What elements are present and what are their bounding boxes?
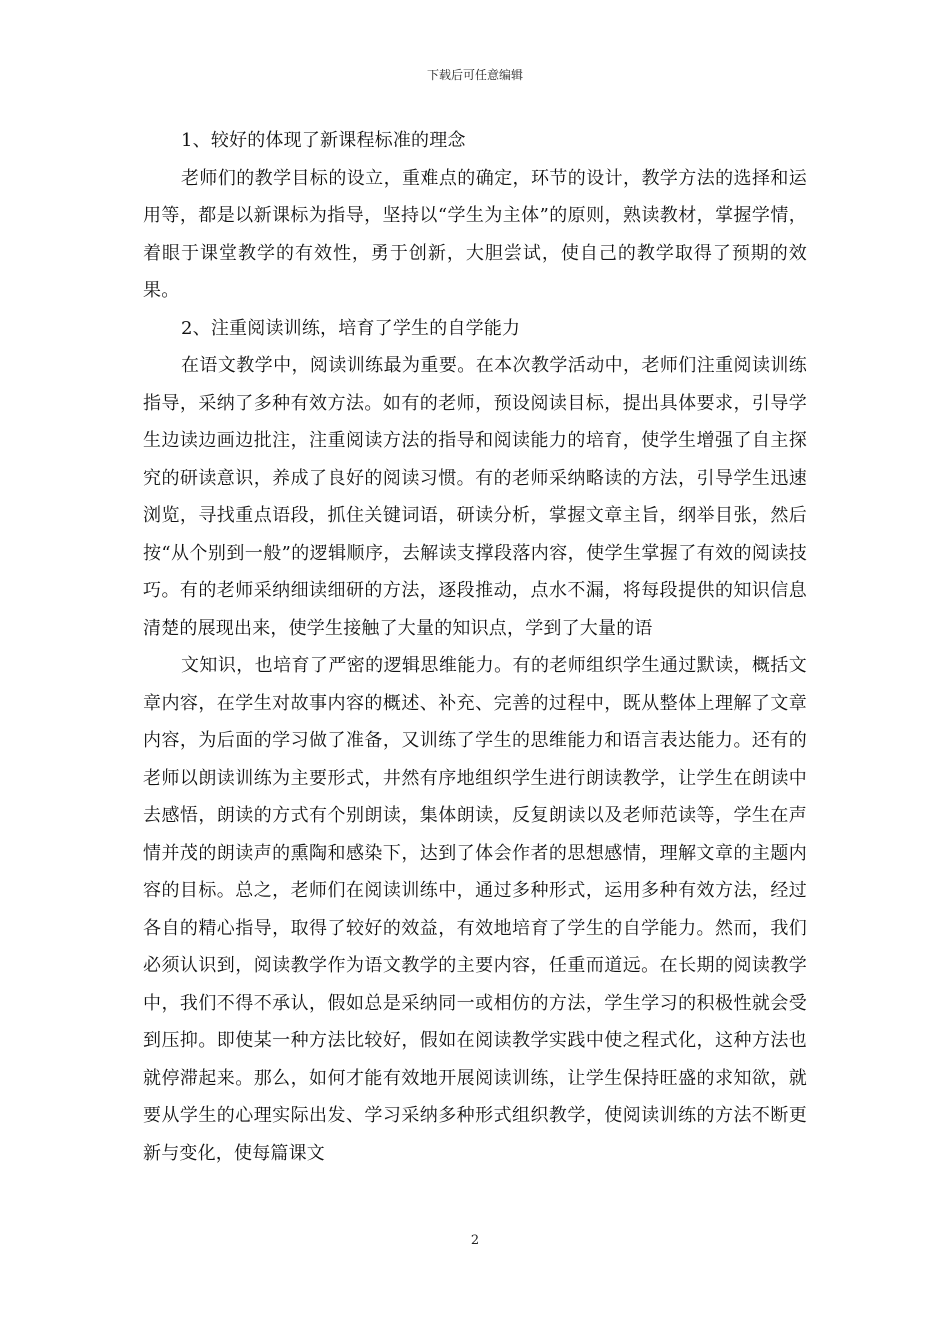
- paragraph: 文知识，也培育了严密的逻辑思维能力。有的老师组织学生通过默读，概括文章内容，在学生对故事内容的概述、补充、完善的过程中，既从整体上理解了文章内容，为后面的学习做了准备，又训练了学生的思维能力和语言表达能力。还有的老师以朗读训练为主要形式，井然有序地组织学生进行朗读教学，让学生在朗读中去感悟，朗读的方式有个别朗读，集体朗读，反复朗读以及老师范读等，学生在声情并茂的朗读声的熏陶和感染下，达到了体会作者的思想感情，理解文章的主题内容的目标。总之，老师们在阅读训练中，通过多种形式，运用多种有效方法，经过各自的精心指导，取得了较好的效益，有效地培育了学生的自学能力。然而，我们必须认识到，阅读教学作为语文教学的主要内容，任重而道远。在长期的阅读教学中，我们不得不承认，假如总是采纳同一或相仿的方法，学生学习的积极性就会受到压抑。即使某一种方法比较好，假如在阅读教学实践中使之程式化，这种方法也就停滞起来。那么，如何才能有效地开展阅读训练，让学生保持旺盛的求知欲，就要从学生的心理实际出发、学习采纳多种形式组织教学，使阅读训练的方法不断更新与变化，使每篇课文: [143, 655, 807, 1164]
- page-header: 下载后可任意编辑: [426, 68, 523, 82]
- paragraph: 老师们的教学目标的设立，重难点的确定，环节的设计，教学方法的选择和运用等，都是以新课标为指导，坚持以“学生为主体”的原则，熟读教材，掌握学情，着眼于课堂教学的有效性，勇于创新，大胆尝试，使自己的教学取得了预期的效果。: [143, 167, 807, 301]
- section-heading-2: 2、注重阅读训练，培育了学生的自学能力: [181, 317, 521, 339]
- document-body: [143, 122, 807, 1172]
- page-number: 2: [470, 1233, 480, 1248]
- section-heading-1: 1、较好的体现了新课程标准的理念: [181, 130, 466, 151]
- paragraph: 在语文教学中，阅读训练最为重要。在本次教学活动中，老师们注重阅读训练指导，采纳了多种有效方法。如有的老师，预设阅读目标，提出具体要求，引导学生边读边画边批注，注重阅读方法的指导和阅读能力的培育，使学生增强了自主探究的研读意识，养成了良好的阅读习惯。有的老师采纳略读的方法，引导学生迅速浏览，寻找重点语段，抓住关键词语，研读分析，掌握文章主旨，纲举目张，然后按“从个别到一般”的逻辑顺序，去解读支撑段落内容，使学生掌握了有效的阅读技巧。有的老师采纳细读细研的方法，逐段推动，点水不漏，将每段提供的知识信息清楚的展现出来，使学生接触了大量的知识点，学到了大量的语: [143, 355, 807, 639]
